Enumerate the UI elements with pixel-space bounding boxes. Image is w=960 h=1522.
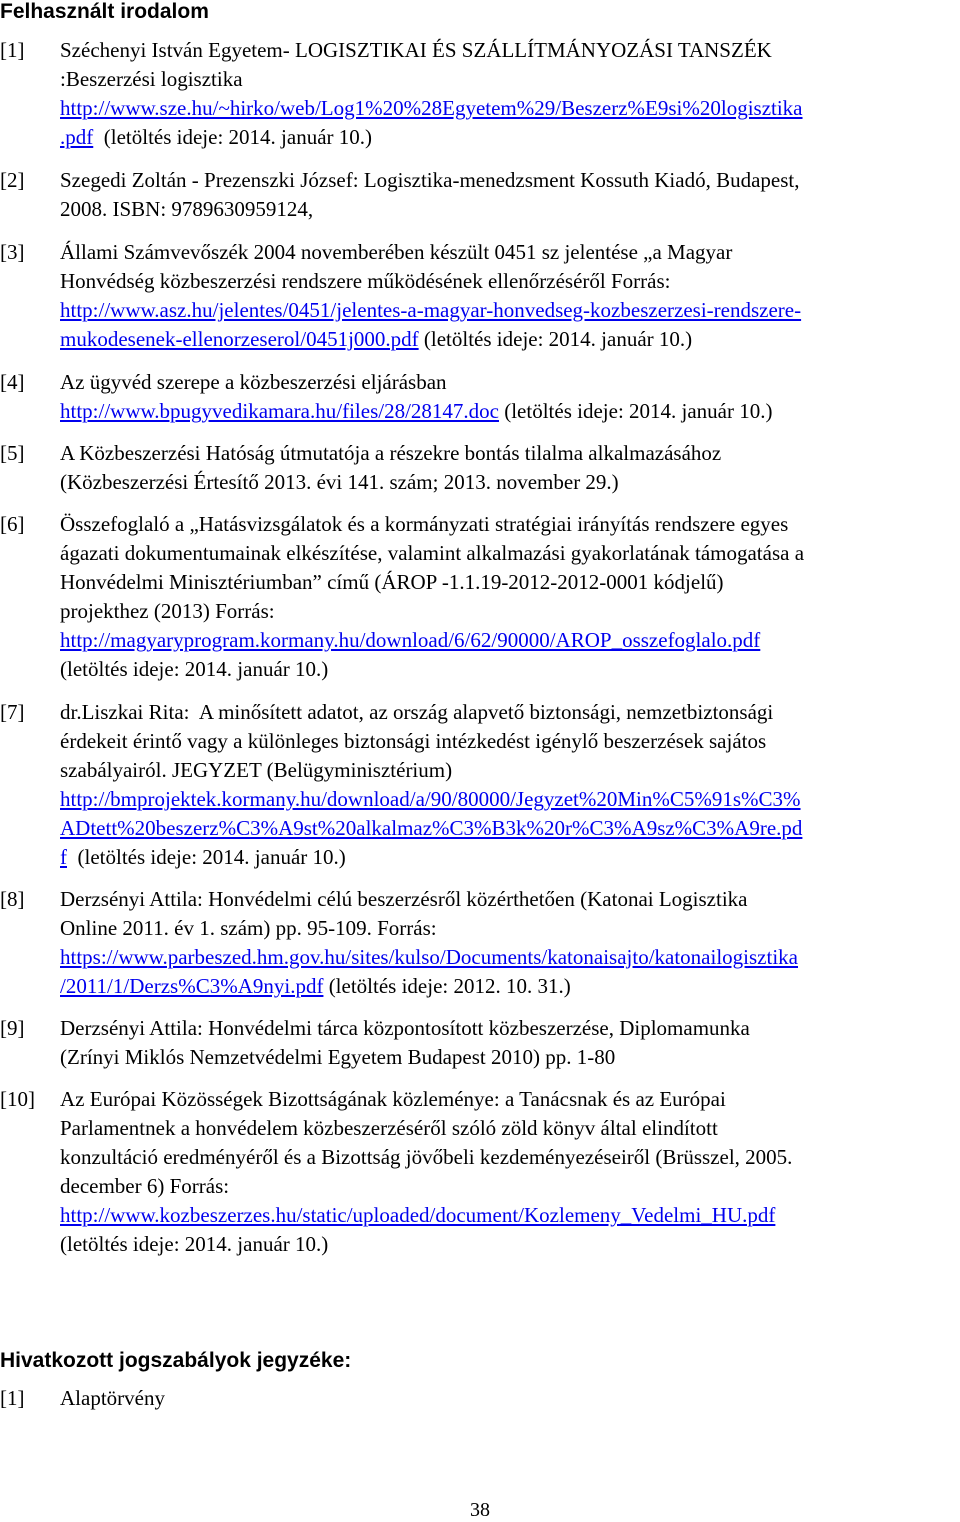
reference-line: [60, 539, 956, 568]
reference-text: [60, 698, 960, 872]
reference-text: [60, 368, 960, 426]
reference-number: [3]: [0, 240, 25, 264]
reference-text: [60, 510, 960, 684]
reference-line: [60, 1014, 956, 1043]
reference-line: [60, 94, 956, 123]
reference-text: [60, 36, 960, 152]
reference-text: [60, 238, 960, 354]
reference-line: [60, 727, 956, 756]
reference-text-segment: szabályairól. JEGYZET (Belügyminisztérium): [60, 758, 453, 782]
reference-text-segment: érdekeit érintő vagy a különleges biztonsági intézkedést igénylő beszerzések sajátos: [60, 729, 767, 753]
reference-text-segment: konzultáció eredményéről és a Bizottság jövőbeli kezdeményezéseiről (Brüsszel, 2005.: [60, 1145, 793, 1169]
reference-line: [60, 166, 956, 195]
reference-item: [0, 510, 960, 684]
reference-text-segment: Honvédelmi Minisztériumban” című (ÁROP -1.1.19-2012-2012-0001 kódjelű): [60, 570, 724, 594]
reference-number: [7]: [0, 700, 25, 724]
reference-text-segment: ágazati dokumentumainak elkészítése, valamint alkalmazási gyakorlatának támogatása a: [60, 541, 805, 565]
reference-link[interactable]: http://www.asz.hu/jelentes/0451/jelentes-a-magyar-honvedseg-kozbeszerzesi-rendszere-: [60, 298, 802, 322]
reference-line: [60, 1172, 956, 1201]
reference-text-segment: (letöltés ideje: 2014. január 10.): [93, 125, 373, 149]
reference-text-segment: Honvédség közbeszerzési rendszere működésének ellenőrzéséről Forrás:: [60, 269, 671, 293]
reference-text-segment: A Közbeszerzési Hatóság útmutatója a részekre bontás tilalma alkalmazásához: [60, 441, 722, 465]
reference-text-segment: (letöltés ideje: 2014. január 10.): [60, 657, 329, 681]
reference-line: [60, 814, 956, 843]
reference-line: [60, 1201, 956, 1230]
reference-link[interactable]: https://www.parbeszed.hm.gov.hu/sites/kulso/Documents/katonaisajto/katonailogisztika: [60, 945, 798, 969]
reference-text-segment: Alaptörvény: [60, 1386, 165, 1410]
reference-text: [60, 885, 960, 1001]
reference-line: [60, 439, 956, 468]
reference-link[interactable]: http://www.sze.hu/~hirko/web/Log1%20%28Egyetem%29/Beszerz%E9si%20logisztika: [60, 96, 803, 120]
reference-number: [4]: [0, 370, 25, 394]
reference-text-segment: Az Európai Közösségek Bizottságának közleménye: a Tanácsnak és az Európai: [60, 1087, 726, 1111]
reference-text-segment: 2008. ISBN: 9789630959124,: [60, 197, 314, 221]
reference-line: [60, 397, 956, 426]
reference-line: [60, 325, 956, 354]
reference-item: [0, 439, 960, 497]
reference-link[interactable]: .pdf: [60, 125, 94, 149]
reference-line: [60, 785, 956, 814]
reference-text: [60, 439, 960, 497]
reference-link[interactable]: ADtett%20beszerz%C3%A9st%20alkalmaz%C3%B3k%20r%C3%A9sz%C3%A9re.pd: [60, 816, 803, 840]
reference-line: [60, 1143, 956, 1172]
reference-number: [10]: [0, 1087, 35, 1111]
reference-line: [60, 843, 956, 872]
reference-text-segment: dr.Liszkai Rita: A minősített adatot, az ország alapvető biztonsági, nemzetbiztonsági: [60, 700, 774, 724]
reference-number: [2]: [0, 168, 25, 192]
reference-line: [60, 597, 956, 626]
reference-line: [60, 1230, 956, 1259]
reference-number: [9]: [0, 1016, 25, 1040]
reference-line: [60, 943, 956, 972]
reference-text: [60, 1384, 960, 1413]
reference-text-segment: (letöltés ideje: 2012. 10. 31.): [323, 974, 571, 998]
reference-item: [0, 238, 960, 354]
reference-number: [1]: [0, 1386, 25, 1410]
reference-text: [60, 1014, 960, 1072]
reference-text-segment: Derzsényi Attila: Honvédelmi tárca központosított közbeszerzése, Diplomamunka: [60, 1016, 750, 1040]
reference-item: [0, 1384, 960, 1413]
reference-link[interactable]: f: [60, 845, 67, 869]
legislation-list: [0, 1384, 960, 1413]
reference-link[interactable]: /2011/1/Derzs%C3%A9nyi.pdf: [60, 974, 324, 998]
reference-line: [60, 1384, 956, 1413]
reference-text-segment: (letöltés ideje: 2014. január 10.): [60, 1232, 329, 1256]
page-number: 38: [470, 1499, 490, 1521]
reference-item: [0, 1014, 960, 1072]
reference-text-segment: Parlamentnek a honvédelem közbeszerzéséről szóló zöld könyv által elindított: [60, 1116, 718, 1140]
reference-line: [60, 468, 956, 497]
reference-link[interactable]: http://www.bpugyvedikamara.hu/files/28/28147.doc: [60, 399, 499, 423]
reference-line: [60, 267, 956, 296]
reference-line: [60, 972, 956, 1001]
reference-line: [60, 698, 956, 727]
reference-text-segment: Az ügyvéd szerepe a közbeszerzési eljárásban: [60, 370, 447, 394]
reference-line: [60, 296, 956, 325]
reference-text-segment: december 6) Forrás:: [60, 1174, 230, 1198]
reference-line: [60, 123, 956, 152]
reference-text-segment: Széchenyi István Egyetem- LOGISZTIKAI ÉS SZÁLLÍTMÁNYOZÁSI TANSZÉK: [60, 38, 772, 62]
reference-text-segment: (Közbeszerzési Értesítő 2013. évi 141. szám; 2013. november 29.): [60, 470, 619, 494]
reference-text-segment: Szegedi Zoltán - Prezenszki József: Logisztika-menedzsment Kossuth Kiadó, Budapest,: [60, 168, 800, 192]
reference-line: [60, 655, 956, 684]
reference-line: [60, 238, 956, 267]
reference-number: [1]: [0, 38, 25, 62]
reference-number: [8]: [0, 887, 25, 911]
reference-text-segment: Online 2011. év 1. szám) pp. 95-109. Forrás:: [60, 916, 437, 940]
reference-line: [60, 1043, 956, 1072]
reference-text-segment: :Beszerzési logisztika: [60, 67, 243, 91]
reference-link[interactable]: http://bmprojektek.kormany.hu/download/a/90/80000/Jegyzet%20Min%C5%91s%C3%: [60, 787, 801, 811]
section-title-legislation: Hivatkozott jogszabályok jegyzéke:: [0, 1349, 352, 1372]
reference-number: [6]: [0, 512, 25, 536]
reference-text-segment: (letöltés ideje: 2014. január 10.): [418, 327, 693, 351]
reference-item: [0, 885, 960, 1001]
reference-line: [60, 195, 956, 224]
reference-line: [60, 1114, 956, 1143]
reference-line: [60, 756, 956, 785]
reference-item: [0, 698, 960, 872]
reference-text-segment: (letöltés ideje: 2014. január 10.): [498, 399, 773, 423]
reference-line: [60, 914, 956, 943]
reference-link[interactable]: http://magyaryprogram.kormany.hu/download/6/62/90000/AROP_osszefoglalo.pdf: [60, 628, 761, 652]
reference-line: [60, 885, 956, 914]
reference-item: [0, 166, 960, 224]
reference-link[interactable]: http://www.kozbeszerzes.hu/static/uploaded/document/Kozlemeny_Vedelmi_HU.pdf: [60, 1203, 776, 1227]
reference-text-segment: Összefoglaló a „Hatásvizsgálatok és a kormányzati stratégiai irányítás rendszere egyes: [60, 512, 789, 536]
reference-line: [60, 568, 956, 597]
reference-text: [60, 1085, 960, 1259]
reference-line: [60, 368, 956, 397]
reference-line: [60, 510, 956, 539]
reference-line: [60, 65, 956, 94]
reference-text-segment: Állami Számvevőszék 2004 novemberében készült 0451 sz jelentése „a Magyar: [60, 240, 733, 264]
reference-item: [0, 1085, 960, 1259]
reference-text-segment: projekthez (2013) Forrás:: [60, 599, 275, 623]
reference-text-segment: (Zrínyi Miklós Nemzetvédelmi Egyetem Budapest 2010) pp. 1-80: [60, 1045, 616, 1069]
reference-line: [60, 626, 956, 655]
reference-text-segment: Derzsényi Attila: Honvédelmi célú beszerzésről közérthetően (Katonai Logisztika: [60, 887, 748, 911]
reference-text: [60, 166, 960, 224]
section-title-references: Felhasznált irodalom: [0, 0, 209, 23]
reference-link[interactable]: mukodesenek-ellenorzeserol/0451j000.pdf: [60, 327, 419, 351]
reference-text-segment: (letöltés ideje: 2014. január 10.): [67, 845, 346, 869]
reference-number: [5]: [0, 441, 25, 465]
reference-item: [0, 368, 960, 426]
reference-line: [60, 1085, 956, 1114]
reference-line: [60, 36, 956, 65]
reference-list: [0, 36, 960, 1259]
reference-item: [0, 36, 960, 152]
